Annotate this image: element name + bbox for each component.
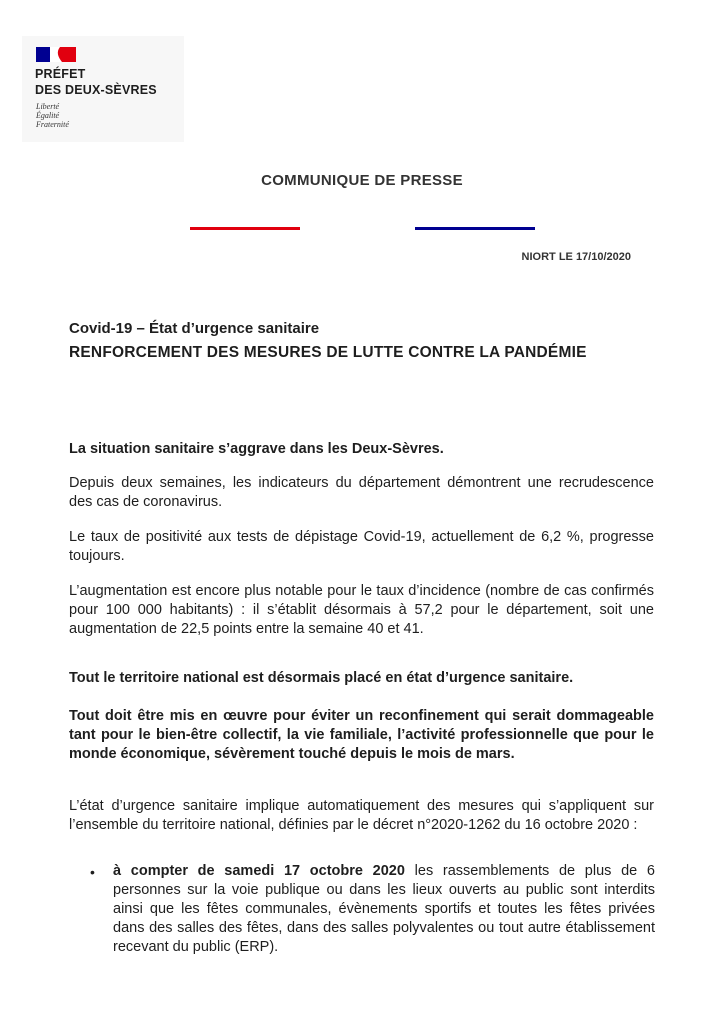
- motto-egalite: Égalité: [36, 111, 60, 120]
- french-flag-icon: [36, 47, 76, 62]
- red-divider: [190, 227, 300, 230]
- paragraph-positivity: Le taux de positivité aux tests de dépistage Covid-19, actuellement de 6,2 %, progresse toujours.: [69, 529, 654, 564]
- paragraph-indicators: Depuis deux semaines, les indicateurs du département démontrent une recrudescence des cas de coronavirus.: [69, 475, 654, 510]
- org-name-line1: PRÉFET: [35, 67, 86, 81]
- bullet-lead: à compter de samedi 17 octobre 2020: [113, 863, 405, 879]
- bullet-body: les rassemblements de plus de 6 personnes sur la voie publique ou dans les lieux ouverts au public sont interdits ainsi que les fêtes communales, évènements sportifs et toutes les fêtes privées dans des salles des fêtes, dans des salles polyvalentes ou tout autre établissement recevant du public (ERP).: [113, 863, 655, 955]
- date-place: NIORT: [521, 251, 556, 263]
- motto-liberte: Liberté: [36, 102, 60, 111]
- date-value: LE 17/10/2020: [558, 251, 631, 263]
- motto-fraternite: Fraternité: [36, 120, 69, 129]
- document-title: COMMUNIQUE DE PRESSE: [261, 172, 463, 189]
- paragraph-avoid-reconfinement: Tout doit être mis en œuvre pour éviter un reconfinement qui serait dommageable tant pour le bien-être collectif, la vie familiale, l’activité professionnelle que pour le monde économique, sévèrement touché depuis le mois de mars.: [69, 708, 654, 762]
- bullet-marker: •: [90, 864, 95, 880]
- date-line: [522, 251, 631, 263]
- paragraph-decree: L’état d’urgence sanitaire implique automatiquement des mesures qui s’appliquent sur l’ensemble du territoire national, définies par le décret n°2020-1262 du 16 octobre 2020 :: [69, 798, 654, 833]
- headline-main: RENFORCEMENT DES MESURES DE LUTTE CONTRE LA PANDÉMIE: [69, 344, 587, 361]
- org-name-line2: DES DEUX-SÈVRES: [35, 83, 157, 97]
- paragraph-situation: La situation sanitaire s’aggrave dans les Deux-Sèvres.: [69, 441, 444, 457]
- headline-subject: Covid-19 – État d’urgence sanitaire: [69, 320, 320, 337]
- paragraph-national-emergency: Tout le territoire national est désormais placé en état d’urgence sanitaire.: [69, 670, 574, 686]
- blue-divider: [415, 227, 535, 230]
- paragraph-incidence: L’augmentation est encore plus notable pour le taux d’incidence (nombre de cas confirmés pour 100 000 habitants) : il s’établit désormais à 57,2 pour le département, soit une augmentation de 22,5 points entre la semaine 40 et 41.: [69, 583, 654, 637]
- bullet-item: [113, 862, 655, 957]
